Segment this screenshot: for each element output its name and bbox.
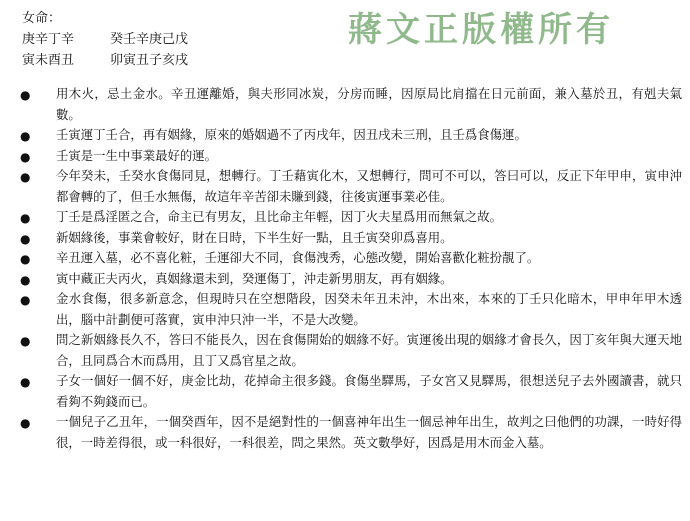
pillars-row-2-branches: 寅未酉丑 (22, 53, 75, 68)
list-item-text: 壬寅運丁壬合，再有姻緣，原來的婚姻過不了丙戌年，因丑戌未三刑，且壬爲食傷運。 (56, 127, 527, 142)
copyright-watermark: 蔣文正版權所有 (348, 10, 614, 50)
pillars-row-2-luck-branches: 卯寅丑子亥戌 (110, 53, 189, 68)
bullet-icon: ● (20, 293, 31, 307)
analysis-list (12, 84, 682, 453)
pillars-row-1-luck-stems: 癸壬辛庚己戊 (110, 32, 189, 47)
list-item-text: 用木火，忌土金水。辛丑運離婚，與夫形同冰炭，分房而睡，因原局比肩擋在日元前面，兼入墓於丑，有剋夫氣數。 (56, 86, 682, 122)
list-item-text: 壬寅是一生中事業最好的運。 (56, 147, 218, 163)
list-item (12, 146, 682, 167)
list-item (12, 371, 682, 412)
list-item (12, 84, 682, 125)
bullet-icon: ● (20, 129, 31, 143)
list-item-text: 問之新姻緣長久不，答曰不能長久，因在食傷開始的姻緣不好。寅運後出現的姻緣才會長久，因丁亥年與大運天地合，且同爲合木而爲用，且丁又爲官星之故。 (56, 332, 682, 368)
bullet-icon: ● (20, 416, 31, 430)
pillars-row-1-stems: 庚辛丁辛 (22, 32, 75, 47)
pillars-row-1 (22, 29, 188, 50)
birth-chart-header (22, 8, 188, 71)
bullet-icon: ● (20, 88, 31, 102)
bullet-icon: ● (20, 149, 31, 164)
list-item-text: 子女一個好一個不好，庚金比劫，花掉命主很多錢。食傷坐驛馬，子女宮又見驛馬，很想送兒子去外國讀書，就只看夠不夠錢而已。 (56, 373, 682, 409)
list-item (12, 412, 682, 453)
list-item-text: 一個兒子乙丑年，一個癸酉年，因不是絕對性的一個喜神年出生一個忌神年出生，故判之曰他們的功課，一時好得很，一時差得很，或一科很好，一科很差，問之果然。英文數學好，因爲是用木而金入墓。 (56, 414, 682, 450)
bullet-icon: ● (20, 272, 31, 287)
list-item-text: 新姻緣後，事業會較好，財在日時，下半生好一點，且壬寅癸卯爲喜用。 (56, 229, 453, 245)
list-item-text: 丁壬是爲淫匿之合，命主已有男友，且比命主年輕，因丁火夫星爲用而無氣之故。 (56, 209, 503, 224)
list-item (12, 228, 682, 249)
list-item-text: 今年癸未，壬癸水食傷同見，想轉行。丁壬藉寅化木，又想轉行，問可不可以，答曰可以，反正下年甲申，寅申沖都會轉的了，但壬水無傷，故這年辛苦卻未賺到錢，往後寅運事業必佳。 (56, 168, 682, 204)
list-item (12, 125, 682, 146)
list-item (12, 269, 682, 290)
bullet-icon: ● (20, 231, 31, 246)
bullet-icon: ● (20, 211, 31, 225)
bullet-icon: ● (20, 252, 31, 266)
bullet-icon: ● (20, 170, 31, 184)
chart-label: 女命： (22, 11, 62, 26)
pillars-row-2 (22, 50, 188, 71)
bullet-icon: ● (20, 375, 31, 389)
list-item-text: 寅中藏正夫丙火，真姻緣還未到，癸運傷丁，沖走新男朋友，再有姻緣。 (56, 270, 453, 286)
bullet-icon: ● (20, 334, 31, 348)
list-item (12, 166, 682, 207)
list-item-text: 金水食傷，很多新意念，但現時只在空想階段，因癸未年丑未沖，木出來，本來的丁壬只化暗木，甲申年甲木透出，腦中計劃便可落實，寅申沖只沖一半，不是大改變。 (56, 291, 682, 327)
list-item (12, 330, 682, 371)
list-item (12, 248, 682, 269)
list-item (12, 207, 682, 228)
list-item-text: 辛丑運入墓，必不喜化粧，壬運卻大不同，食傷洩秀，心態改變，開始喜歡化粧扮靚了。 (56, 250, 540, 265)
list-item (12, 289, 682, 330)
